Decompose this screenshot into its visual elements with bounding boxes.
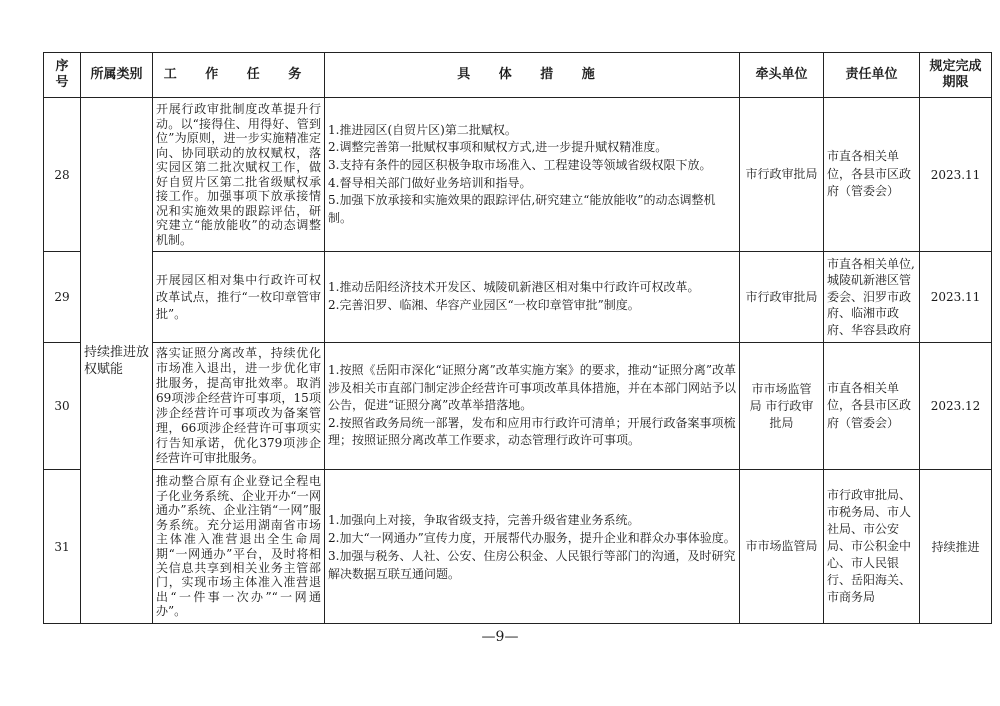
header-category: 所属类别 <box>81 53 153 98</box>
measure-item: 2.完善汨罗、临湘、华容产业园区“一枚印章管审批”制度。 <box>328 298 640 312</box>
task-cell: 开展行政审批制度改革提升行动。以“接得住、用得好、管到位”为原则，进一步实施精准定向、协同联动的放权赋权，落实园区第二批次赋权工作，做好自贸片区第二批省级赋权承接工作。加强事项下放承接情况和实施效果的跟踪评估，研究建立“能放能收”的动态调整机制。 <box>153 98 325 252</box>
responsible-unit-cell: 市直各相关单位，各县市区政府（管委会） <box>824 98 920 252</box>
row-number: 31 <box>44 470 81 624</box>
page-number: —9— <box>481 629 519 645</box>
header-seq: 序号 <box>44 53 81 98</box>
task-cell: 落实证照分离改革，持续优化市场准入退出，进一步优化审批服务，提高审批效率。取消69项涉企经营许可事项，15项涉企经营许可事项改为备案管理，66项涉企经营许可事项实行告知承诺，优化379项涉企经营许可审批服务。 <box>153 343 325 470</box>
measure-item: 2.按照省政务局统一部署，发布和应用市行政许可清单；开展行政备案事项梳理；按照证照分离改革工作要求，动态管理行政许可事项。 <box>328 415 736 448</box>
deadline-cell: 2023.11 <box>920 98 992 252</box>
measures-cell <box>325 343 740 470</box>
task-cell: 开展园区相对集中行政许可权改革试点，推行“一枚印章管审批”。 <box>153 252 325 343</box>
measure-item: 1.推动岳阳经济技术开发区、城陵矶新港区相对集中行政许可权改革。 <box>328 280 700 295</box>
measure-item: 3.支持有条件的园区积极争取市场准入、工程建设等领域省级权限下放。 <box>328 157 712 172</box>
row-number: 28 <box>44 98 81 252</box>
header-task: 工 作 任 务 <box>153 53 325 98</box>
measure-item: 1.加强向上对接，争取省级支持，完善升级省建业务系统。 <box>328 512 640 527</box>
lead-unit-cell: 市市场监管局 <box>740 470 824 624</box>
measures-cell <box>325 252 740 343</box>
measure-item: 1.推进园区(自贸片区)第二批赋权。 <box>328 122 517 137</box>
responsible-unit-cell: 市直各相关单位,城陵矶新港区管委会、汨罗市政府、临湘市政府、华容县政府 <box>824 252 920 343</box>
header-measures: 具 体 措 施 <box>325 53 740 98</box>
task-cell: 推动整合原有企业登记全程电子化业务系统、企业开办“一网通办”系统、企业注销“一网”服务系统。充分运用湖南省市场主体准入准营退出全生命周期“一网通办”平台，及时将相关信息共享到相关业务主管部门，实现市场主体准入准营退出“一件事一次办”“一网通办”。 <box>153 470 325 624</box>
measure-item: 1.按照《岳阳市深化“证照分离”改革实施方案》的要求，推动“证照分离”改革涉及相关市直部门制定涉企经营许可事项改革具体措施，并在本部门网站予以公告，促进“证照分离”改革举措落地。 <box>328 363 737 413</box>
lead-unit-cell: 市市场监管局 市行政审批局 <box>740 343 824 470</box>
measure-item: 3.加强与税务、人社、公安、住房公积金、人民银行等部门的沟通，及时研究解决数据互联互通问题。 <box>328 548 736 581</box>
measure-item: 2.调整完善第一批赋权事项和赋权方式,进一步提升赋权精准度。 <box>328 140 668 155</box>
lead-unit-cell: 市行政审批局 <box>740 98 824 252</box>
responsible-unit-cell: 市直各相关单位，各县市区政府（管委会） <box>824 343 920 470</box>
table-row <box>44 252 992 343</box>
measures-cell <box>325 98 740 252</box>
header-responsible: 责任单位 <box>824 53 920 98</box>
header-deadline: 规定完成期限 <box>920 53 992 98</box>
lead-unit-cell: 市行政审批局 <box>740 252 824 343</box>
measure-item: 5.加强下放承接和实施效果的跟踪评估,研究建立“能放能收”的动态调整机制。 <box>328 193 716 225</box>
measure-item: 2.加大“一网通办”宣传力度，开展帮代办服务，提升企业和群众办事体验度。 <box>328 530 736 545</box>
measures-cell <box>325 470 740 624</box>
row-number: 29 <box>44 252 81 343</box>
table-row <box>44 470 992 624</box>
deadline-cell: 持续推进 <box>920 470 992 624</box>
table-row <box>44 343 992 470</box>
deadline-cell: 2023.12 <box>920 343 992 470</box>
work-task-table <box>43 52 992 624</box>
row-number: 30 <box>44 343 81 470</box>
category-cell: 持续推进放权赋能 <box>81 98 153 624</box>
deadline-cell: 2023.11 <box>920 252 992 343</box>
table-row <box>44 98 992 252</box>
measure-item: 4.督导相关部门做好业务培训和指导。 <box>328 175 532 190</box>
header-lead: 牵头单位 <box>740 53 824 98</box>
responsible-unit-cell: 市行政审批局、市税务局、市人社局、市公安局、市公积金中心、市人民银行、岳阳海关、市商务局 <box>824 470 920 624</box>
header-row <box>44 53 992 98</box>
